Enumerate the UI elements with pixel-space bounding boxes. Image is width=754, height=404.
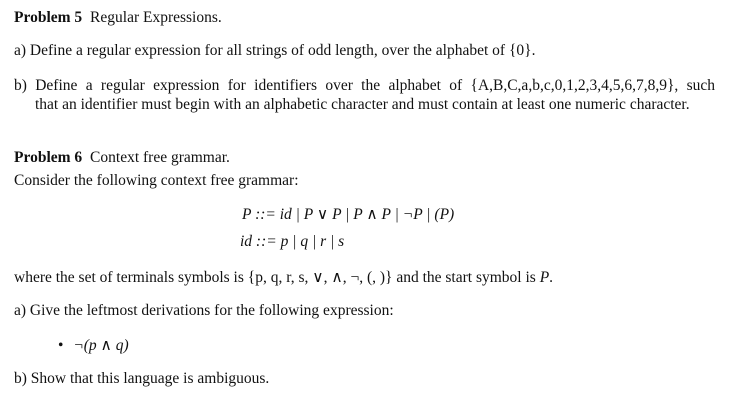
expression-text: ¬(p ∧ q) bbox=[73, 337, 129, 354]
problem6-part-b: b) Show that this language is ambiguous. bbox=[14, 370, 270, 387]
bullet-icon: • bbox=[58, 337, 64, 354]
problem6-title: Context free grammar. bbox=[90, 149, 230, 166]
problem5-heading bbox=[14, 9, 222, 28]
problem5-part-b-line1: b) Define a regular expression for identifiers over the alphabet of {A,B,C,a,b,c,0,1,2,3,4,5,6,7,8,9}, such bbox=[14, 77, 715, 94]
expression-bullet bbox=[58, 337, 129, 356]
start-symbol: P bbox=[539, 269, 550, 286]
problem5-title: Regular Expressions. bbox=[90, 9, 222, 26]
problem5-part-b-line2: that an identifier must begin with an alphabetic character and must contain at least one numeric character. bbox=[35, 96, 690, 113]
problem5-number: Problem 5 bbox=[14, 9, 83, 26]
problem6-heading bbox=[14, 149, 230, 168]
problem5-part-a: a) Define a regular expression for all strings of odd length, over the alphabet of {0}. bbox=[14, 42, 536, 59]
problem6-intro: Consider the following context free grammar: bbox=[14, 172, 299, 189]
problem6-number: Problem 6 bbox=[14, 149, 83, 166]
grammar-rule-1: P ::= id | P ∨ P | P ∧ P | ¬P | (P) bbox=[242, 206, 455, 223]
grammar-rule-2: id ::= p | q | r | s bbox=[240, 233, 345, 250]
terminals-text: where the set of terminals symbols is {p, q, r, s, ∨, ∧, ¬, (, )} and the start symbol is bbox=[14, 269, 540, 286]
problem6-part-a: a) Give the leftmost derivations for the following expression: bbox=[14, 302, 394, 319]
terminals-end: . bbox=[549, 269, 554, 286]
terminals-statement bbox=[14, 269, 553, 288]
